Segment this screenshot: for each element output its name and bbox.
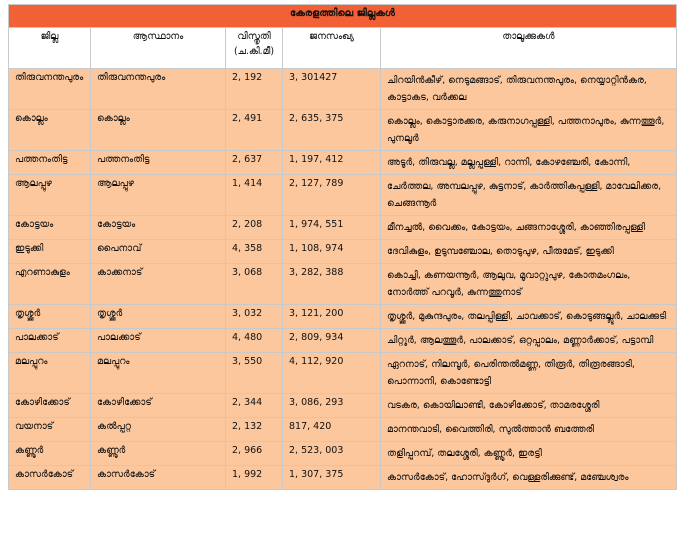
table-row [9,151,677,175]
cell-headquarters: കണ്ണൂർ [91,442,226,466]
cell-taluks: ഏറനാട്, നിലമ്പൂർ, പെരിന്തൽമണ്ണ, തിരൂർ, തിരൂരങ്ങാടി, പൊന്നാനി, കൊണ്ടോട്ടി [381,353,677,394]
cell-area: 3, 068 [226,264,283,305]
cell-district: മലപ്പുറം [9,353,91,394]
cell-area: 4, 358 [226,240,283,264]
cell-population: 3, 086, 293 [283,394,381,418]
cell-taluks: കാസർകോട്, ഹോസ്ദുർഗ്, വെള്ളരിക്കുണ്ട്, മഞ്ചേശ്വരം [381,466,677,490]
cell-area: 2, 491 [226,110,283,151]
cell-headquarters: പാലക്കാട് [91,329,226,353]
cell-district: കോഴിക്കോട് [9,394,91,418]
cell-population: 4, 112, 920 [283,353,381,394]
cell-population: 2, 635, 375 [283,110,381,151]
table-row [9,353,677,394]
cell-area: 2, 344 [226,394,283,418]
cell-taluks: മീനച്ചൽ, വൈക്കം, കോട്ടയം, ചങ്ങനാശ്ശേരി, കാഞ്ഞിരപ്പള്ളി [381,216,677,240]
cell-taluks: ദേവികുളം, ഉടുമ്പഞ്ചോല, തൊടുപുഴ, പീരുമേട്, ഇടുക്കി [381,240,677,264]
cell-taluks: കൊല്ലം, കൊട്ടാരക്കര, കരുനാഗപ്പള്ളി, പത്തനാപുരം, കുന്നത്തൂർ, പുനലൂർ [381,110,677,151]
table-row [9,240,677,264]
cell-district: തിരുവനന്തപുരം [9,69,91,110]
cell-district: കൊല്ലം [9,110,91,151]
cell-area: 2, 637 [226,151,283,175]
cell-headquarters: കോഴിക്കോട് [91,394,226,418]
table-row [9,175,677,216]
table-title: കേരളത്തിലെ ജില്ലകൾ [9,5,677,28]
cell-taluks: കൊച്ചി, കണയന്നൂർ, ആലുവ, മൂവാറ്റുപുഴ, കോതമംഗലം, നോർത്ത് പറവൂർ, കുന്നത്തുനാട് [381,264,677,305]
cell-population: 2, 809, 934 [283,329,381,353]
cell-headquarters: തൃശ്ശൂർ [91,305,226,329]
cell-district: കോട്ടയം [9,216,91,240]
cell-headquarters: പൈനാവ് [91,240,226,264]
cell-district: വയനാട് [9,418,91,442]
cell-headquarters: പത്തനംതിട്ട [91,151,226,175]
cell-taluks: മാനന്തവാടി, വൈത്തിരി, സുൽത്താൻ ബത്തേരി [381,418,677,442]
districts-table [8,4,677,490]
table-row [9,329,677,353]
cell-headquarters: ആലപ്പുഴ [91,175,226,216]
cell-population: 1, 108, 974 [283,240,381,264]
cell-district: കണ്ണൂർ [9,442,91,466]
cell-district: എറണാകുളം [9,264,91,305]
cell-population: 2, 127, 789 [283,175,381,216]
cell-headquarters: തിരുവനന്തപുരം [91,69,226,110]
cell-population: 817, 420 [283,418,381,442]
cell-district: പാലക്കാട് [9,329,91,353]
cell-taluks: ചേർത്തല, അമ്പലപ്പുഴ, കുട്ടനാട്, കാർത്തികപ്പള്ളി, മാവേലിക്കര, ചെങ്ങന്നൂർ [381,175,677,216]
cell-headquarters: കൊല്ലം [91,110,226,151]
cell-area: 4, 480 [226,329,283,353]
header-area-unit: (ച.കി.മീ) [233,46,275,57]
table-header-row [9,28,677,69]
cell-population: 2, 523, 003 [283,442,381,466]
header-taluks: താലൂക്കുകൾ [381,28,677,69]
cell-population: 1, 974, 551 [283,216,381,240]
cell-area: 2, 966 [226,442,283,466]
table-title-row [9,5,677,28]
cell-district: കാസർകോട് [9,466,91,490]
cell-area: 1, 992 [226,466,283,490]
cell-taluks: ചിറയിൻകീഴ്, നെടുമങ്ങാട്, തിരുവനന്തപുരം, നെയ്യാറ്റിൻകര, കാട്ടാകട, വർക്കല [381,69,677,110]
cell-headquarters: കാസർകോട് [91,466,226,490]
cell-area: 3, 550 [226,353,283,394]
cell-population: 3, 282, 388 [283,264,381,305]
cell-taluks: ചിറ്റൂർ, ആലത്തൂർ, പാലക്കാട്, ഒറ്റപ്പാലം, മണ്ണാർക്കാട്, പട്ടാമ്പി [381,329,677,353]
table-row [9,216,677,240]
cell-population: 3, 121, 200 [283,305,381,329]
cell-area: 2, 192 [226,69,283,110]
cell-area: 2, 132 [226,418,283,442]
cell-district: പത്തനംതിട്ട [9,151,91,175]
cell-area: 2, 208 [226,216,283,240]
cell-district: ഇടുക്കി [9,240,91,264]
cell-taluks: തൃശ്ശൂർ, മുകുന്ദപുരം, തലപ്പിള്ളി, ചാവക്കാട്, കൊടുങ്ങല്ലൂർ, ചാലക്കുടി [381,305,677,329]
table-row [9,305,677,329]
cell-taluks: വടകര, കൊയിലാണ്ടി, കോഴിക്കോട്, താമരശ്ശേരി [381,394,677,418]
table-row [9,110,677,151]
header-population: ജനസംഖ്യ [283,28,381,69]
cell-population: 1, 307, 375 [283,466,381,490]
table-row [9,418,677,442]
header-district: ജില്ല [9,28,91,69]
table-row [9,69,677,110]
table-row [9,394,677,418]
cell-taluks: അടൂർ, തിരുവല്ല, മല്ലപ്പള്ളി, റാന്നി, കോഴഞ്ചേരി, കോന്നി, [381,151,677,175]
cell-district: തൃശ്ശൂർ [9,305,91,329]
table-row [9,442,677,466]
cell-population: 3, 301427 [283,69,381,110]
cell-headquarters: കോട്ടയം [91,216,226,240]
table-row [9,466,677,490]
cell-population: 1, 197, 412 [283,151,381,175]
table-row [9,264,677,305]
cell-area: 3, 032 [226,305,283,329]
header-area [226,28,283,69]
cell-headquarters: കൽപ്പറ്റ [91,418,226,442]
header-area-label: വിസ്തൃതി [237,31,271,42]
header-headquarters: ആസ്ഥാനം [91,28,226,69]
cell-district: ആലപ്പുഴ [9,175,91,216]
cell-taluks: തളിപ്പറമ്പ്, തലശ്ശേരി, കണ്ണൂർ, ഇരട്ടി [381,442,677,466]
cell-headquarters: മലപ്പുറം [91,353,226,394]
cell-headquarters: കാക്കനാട് [91,264,226,305]
cell-area: 1, 414 [226,175,283,216]
